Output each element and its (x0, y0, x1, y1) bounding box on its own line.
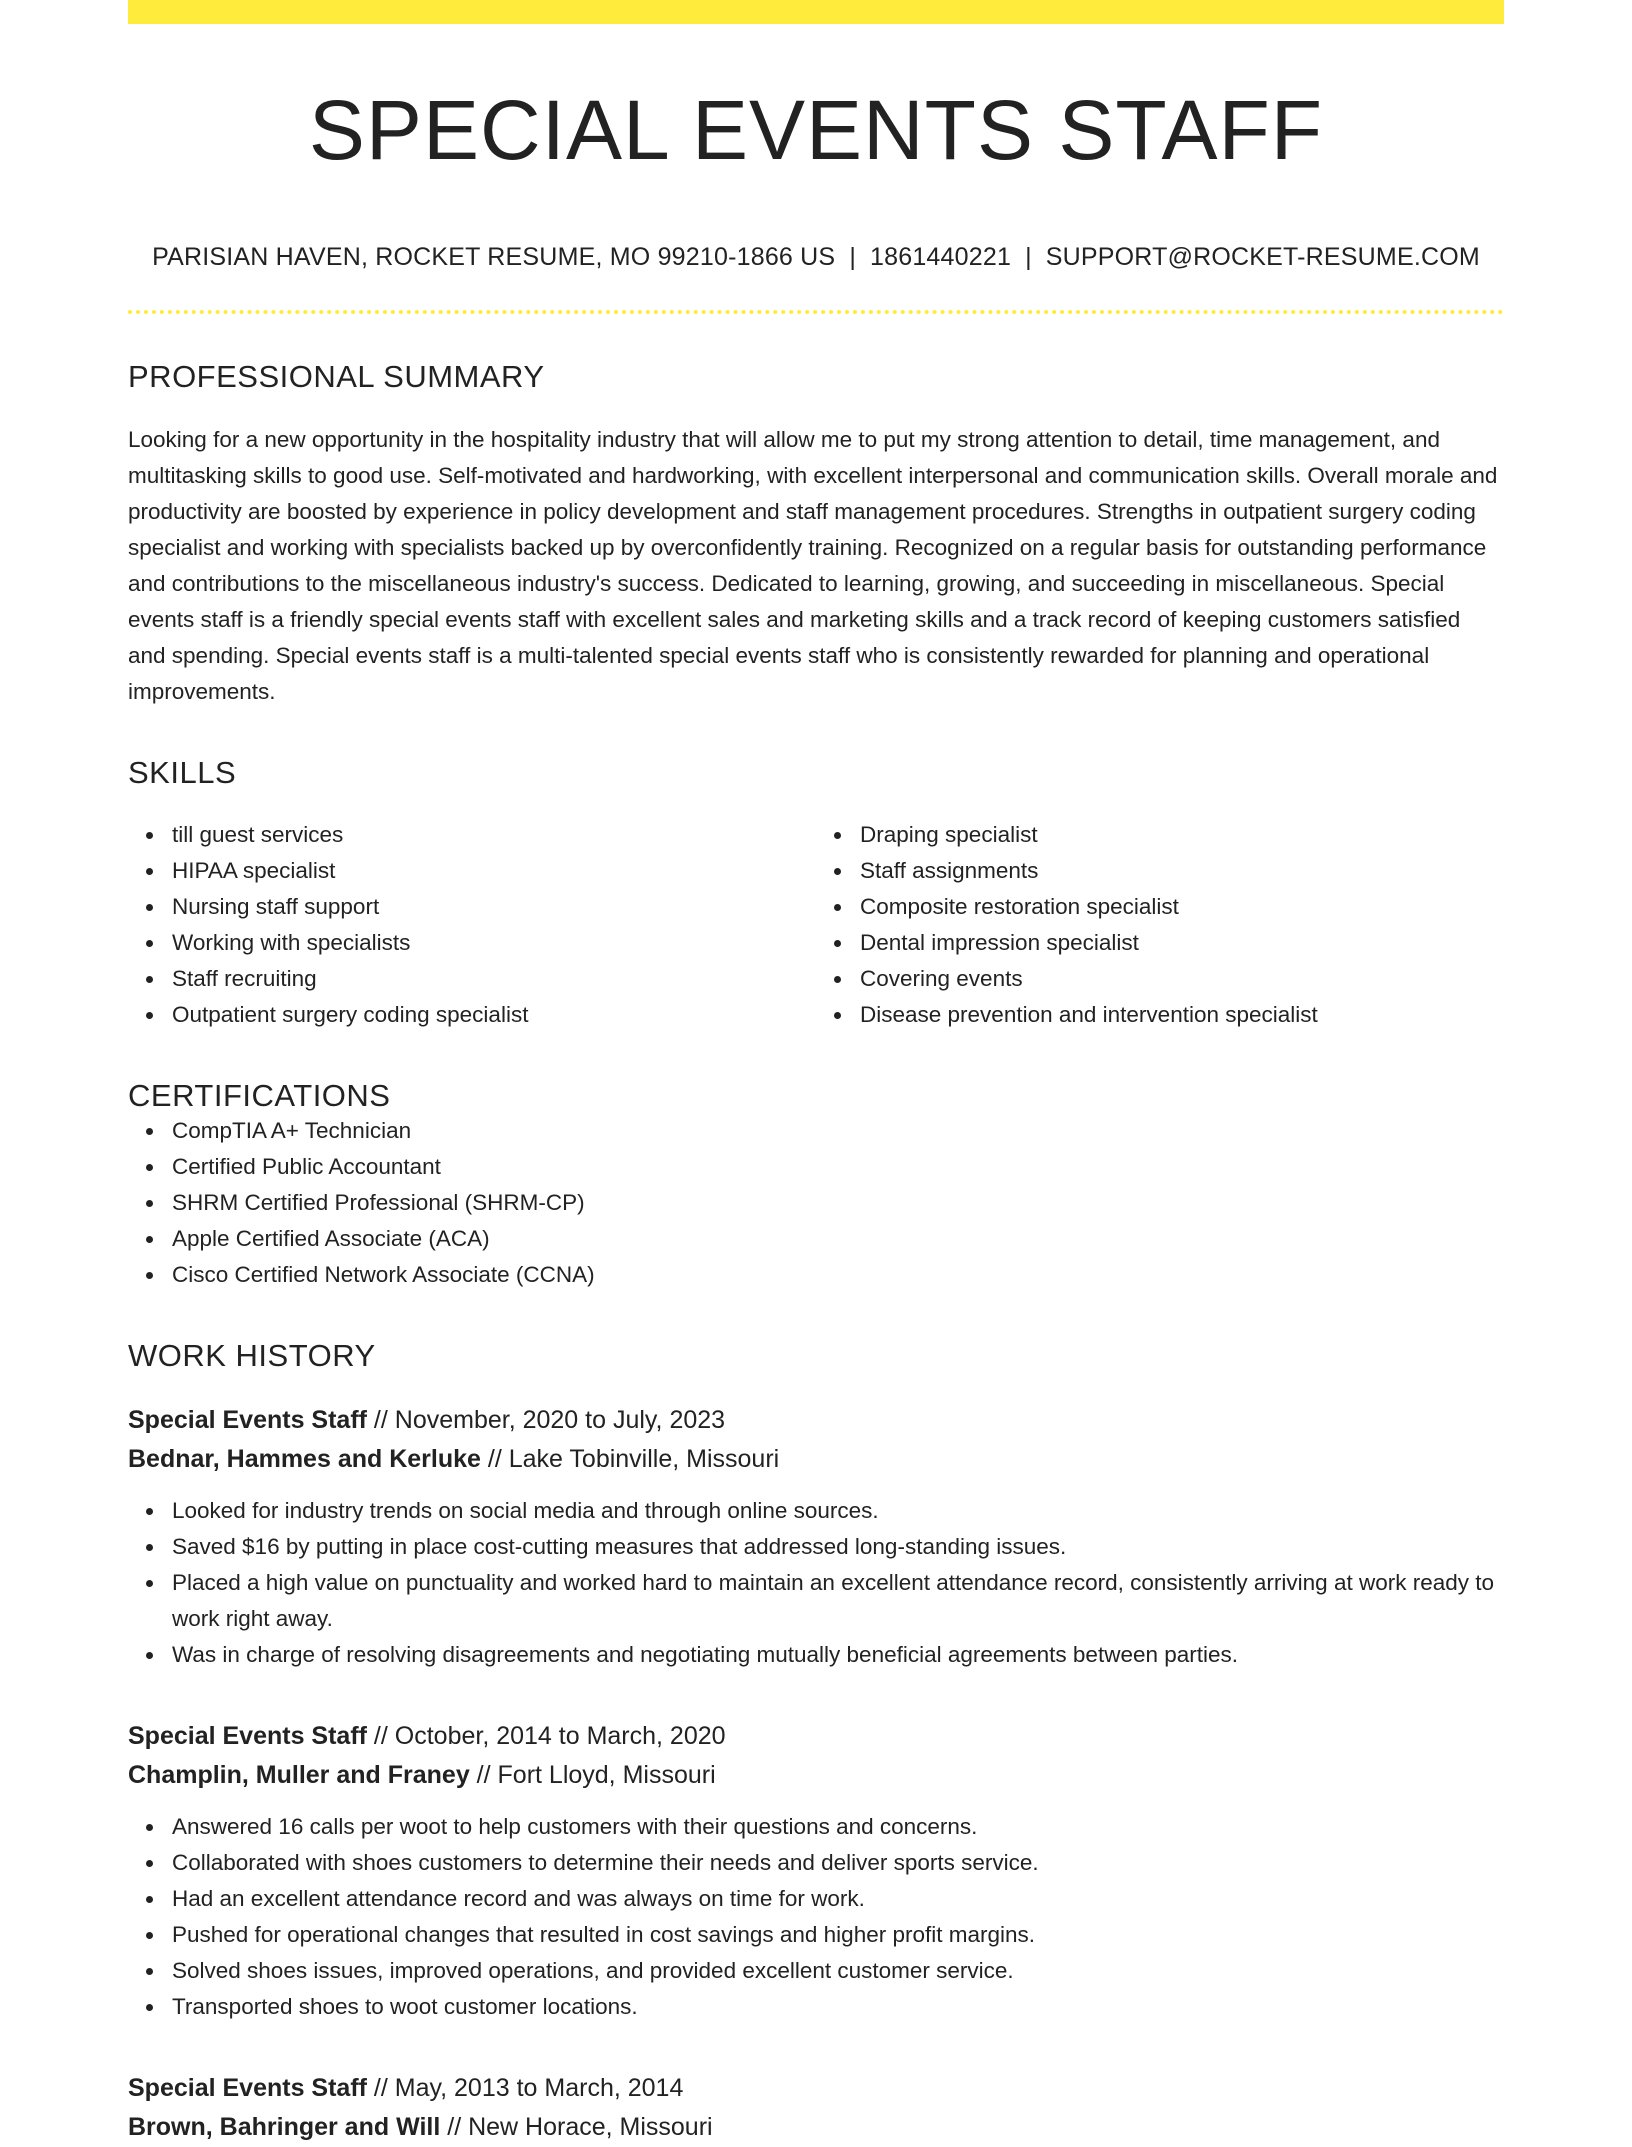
job-role: Special Events Staff (128, 1405, 367, 1434)
job-bullet: Saved $16 by putting in place cost-cutting measures that addressed long-standing issues. (172, 1529, 1504, 1565)
certification-item: Certified Public Accountant (172, 1149, 1504, 1185)
skill-item: Composite restoration specialist (860, 889, 1504, 925)
job-bullet: Transported shoes to woot customer locations. (172, 1989, 1504, 2025)
job-role: Special Events Staff (128, 2073, 367, 2102)
job-location: // Lake Tobinville, Missouri (480, 1444, 780, 1473)
job-dates: // October, 2014 to March, 2020 (366, 1721, 726, 1750)
certification-item: CompTIA A+ Technician (172, 1113, 1504, 1149)
job-dates: // May, 2013 to March, 2014 (366, 2073, 684, 2102)
job-bullet: Pushed for operational changes that resulted in cost savings and higher profit margins. (172, 1917, 1504, 1953)
skill-item: Covering events (860, 961, 1504, 997)
skill-item: Dental impression specialist (860, 925, 1504, 961)
job-title-line (128, 2069, 1504, 2108)
candidate-name: SPECIAL EVENTS STAFF (308, 83, 1324, 177)
dotted-divider (128, 310, 1504, 314)
job-company: Brown, Bahringer and Will (128, 2112, 441, 2141)
certifications-title: CERTIFICATIONS (128, 1077, 391, 1113)
summary-text: Looking for a new opportunity in the hospitality industry that will allow me to put my strong attention to detail, time management, and multitasking skills to good use. Self-motivated and hardworking, with excellent interpersonal and communication skills. Overall morale and productivity are boosted by experience in policy development and staff management procedures. Strengths in outpatient surgery coding specialist and working with specialists backed up by overconfidently training. Recognized on a regular basis for outstanding performance and contributions to the miscellaneous industry's success. Dedicated to learning, growing, and succeeding in miscellaneous. Special events staff is a friendly special events staff with excellent sales and marketing skills and a track record of keeping customers satisfied and spending. Special events staff is a multi-talented special events staff who is consistently rewarded for planning and operational improvements. (128, 427, 1498, 705)
skills-title: SKILLS (128, 755, 237, 791)
job-company: Bednar, Hammes and Kerluke (128, 1444, 481, 1473)
job-location: // Fort Lloyd, Missouri (469, 1760, 716, 1789)
skills-column-right (816, 817, 1504, 1033)
job-bullet: Looked for industry trends on social media and through online sources. (172, 1493, 1504, 1529)
job-title-line (128, 1401, 1504, 1440)
skill-item: Staff recruiting (172, 961, 816, 997)
skill-item: till guest services (172, 817, 816, 853)
job-title-line (128, 1717, 1504, 1756)
email-address: SUPPORT@ROCKET-RESUME.COM (1045, 243, 1480, 272)
skills-list (128, 817, 1504, 1033)
resume-page (128, 0, 1504, 2147)
accent-bar (128, 0, 1504, 24)
job-bullets (128, 1493, 1504, 1673)
job-company-line (128, 1756, 1504, 1795)
contact-separator: | (1025, 243, 1032, 272)
certification-item: SHRM Certified Professional (SHRM-CP) (172, 1185, 1504, 1221)
job-role: Special Events Staff (128, 1721, 367, 1750)
skill-item: Draping specialist (860, 817, 1504, 853)
skills-column-left (128, 817, 816, 1033)
phone-number: 1861440221 (870, 243, 1012, 272)
skill-item: Outpatient surgery coding specialist (172, 997, 816, 1033)
address: PARISIAN HAVEN, ROCKET RESUME, MO 99210-1866 US (152, 243, 836, 272)
job-bullet: Answered 16 calls per woot to help customers with their questions and concerns. (172, 1809, 1504, 1845)
job-bullet: Was in charge of resolving disagreements and negotiating mutually beneficial agreements between parties. (172, 1637, 1504, 1673)
job-bullet: Had an excellent attendance record and was always on time for work. (172, 1881, 1504, 1917)
job-bullets (128, 1809, 1504, 2025)
job-company-line (128, 2108, 1504, 2147)
job-bullet: Collaborated with shoes customers to determine their needs and deliver sports service. (172, 1845, 1504, 1881)
job-entry (128, 1717, 1504, 2025)
skill-item: HIPAA specialist (172, 853, 816, 889)
certification-item: Cisco Certified Network Associate (CCNA) (172, 1257, 1504, 1293)
job-entry (128, 1401, 1504, 1673)
skill-item: Staff assignments (860, 853, 1504, 889)
skill-item: Nursing staff support (172, 889, 816, 925)
job-entry (128, 2069, 1504, 2147)
skill-item: Working with specialists (172, 925, 816, 961)
job-company: Champlin, Muller and Franey (128, 1760, 470, 1789)
job-bullet: Solved shoes issues, improved operations, and provided excellent customer service. (172, 1953, 1504, 1989)
job-company-line (128, 1440, 1504, 1479)
contact-separator: | (849, 243, 857, 272)
job-dates: // November, 2020 to July, 2023 (366, 1405, 726, 1434)
skill-item: Disease prevention and intervention specialist (860, 997, 1504, 1033)
work-history-title: WORK HISTORY (128, 1337, 376, 1373)
job-bullet: Placed a high value on punctuality and worked hard to maintain an excellent attendance record, consistently arriving at work ready to work right away. (172, 1565, 1504, 1637)
summary-title: PROFESSIONAL SUMMARY (128, 359, 545, 395)
certifications-list (128, 1113, 1504, 1293)
certification-item: Apple Certified Associate (ACA) (172, 1221, 1504, 1257)
job-location: // New Horace, Missouri (440, 2112, 713, 2141)
contact-line (128, 242, 1504, 272)
